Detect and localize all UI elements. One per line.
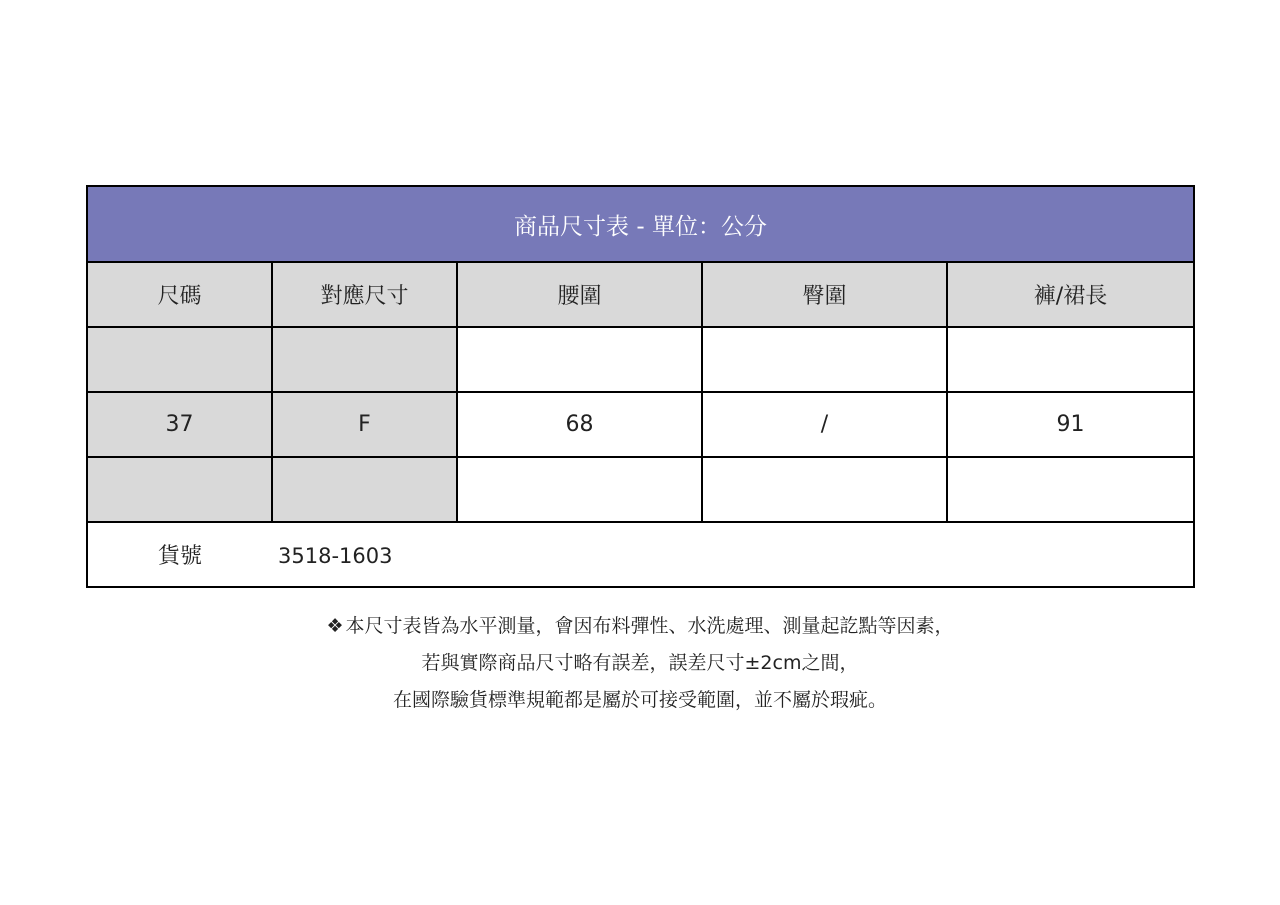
product-code-row (87, 522, 1194, 587)
note-line (0, 645, 1280, 682)
diamond-bullet-icon: ❖ (326, 615, 344, 637)
cell-size (87, 327, 272, 392)
table-header-row (87, 262, 1194, 327)
table-title: 商品尺寸表 - 單位：公分 (87, 186, 1194, 262)
cell-waist: 68 (457, 392, 702, 457)
cell-corresponding-size: F (272, 392, 457, 457)
cell-length (947, 327, 1194, 392)
note-line (0, 608, 1280, 645)
cell-waist (457, 327, 702, 392)
measurement-notes (0, 608, 1280, 719)
header-size: 尺碼 (87, 262, 272, 327)
table-title-row (87, 186, 1194, 262)
cell-hip (702, 327, 947, 392)
cell-waist (457, 457, 702, 522)
size-chart-table (86, 185, 1195, 588)
product-code-cell (87, 522, 1194, 587)
table-row (87, 327, 1194, 392)
note-text: 在國際驗貨標準規範都是屬於可接受範圍，並不屬於瑕疵。 (392, 689, 887, 711)
cell-hip (702, 457, 947, 522)
cell-length: 91 (947, 392, 1194, 457)
table-row (87, 392, 1194, 457)
header-corresponding-size: 對應尺寸 (272, 262, 457, 327)
header-length: 褲/裙長 (947, 262, 1194, 327)
header-hip: 臀圍 (702, 262, 947, 327)
cell-corresponding-size (272, 457, 457, 522)
table-row (87, 457, 1194, 522)
product-code-value: 3518-1603 (278, 544, 393, 568)
note-text: 本尺寸表皆為水平測量，會因布料彈性、水洗處理、測量起訖點等因素， (345, 615, 954, 637)
cell-size: 37 (87, 392, 272, 457)
product-code-label: 貨號 (157, 544, 202, 569)
cell-size (87, 457, 272, 522)
cell-corresponding-size (272, 327, 457, 392)
note-text: 若與實際商品尺寸略有誤差，誤差尺寸±2cm之間， (421, 652, 859, 674)
cell-length (947, 457, 1194, 522)
note-line (0, 682, 1280, 719)
header-waist: 腰圍 (457, 262, 702, 327)
cell-hip: / (702, 392, 947, 457)
